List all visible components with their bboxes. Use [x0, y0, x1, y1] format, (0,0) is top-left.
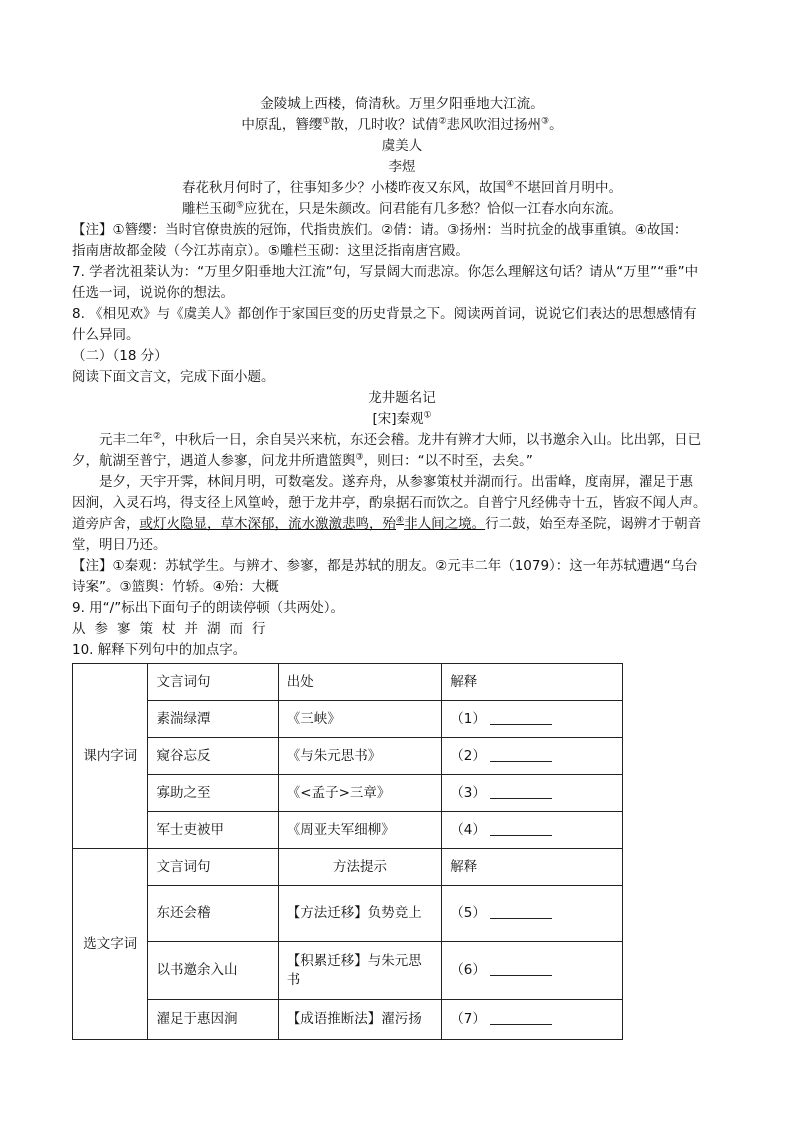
table-row [73, 775, 623, 812]
poem1-line2: 中原乱，簪缨①散，几时收？试倩②悲风吹泪过扬州③。 [241, 116, 563, 133]
answer-cell[interactable]: （3） [442, 775, 623, 812]
answer-cell[interactable]: （1） [442, 701, 623, 738]
notes1-line1: 【注】①簪缨：当时官僚贵族的冠饰，代指贵族们。②倩：请。③扬州：当时抗金的战事重镇。④故国： [72, 222, 688, 238]
phrase-cell: 东还会稽 [148, 886, 278, 942]
hint-cell: 【方法迁移】负势竞上 [278, 886, 442, 942]
column-header: 出处 [278, 664, 442, 701]
group-label: 选文字词 [73, 849, 148, 1040]
answer-blank[interactable] [490, 905, 552, 919]
answer-blank[interactable] [490, 748, 552, 762]
column-header: 文言词句 [148, 664, 278, 701]
table-row [73, 701, 623, 738]
table-row [73, 738, 623, 775]
poem2-line2: 雕栏玉砌⑤应犹在，只是朱颜改。问君能有几多愁？恰似一江春水向东流。 [181, 200, 623, 217]
column-header: 方法提示 [278, 849, 442, 886]
question-9-prompt: 9. 用“/”标出下面句子的朗读停顿（共两处）。 [72, 600, 344, 616]
table-row [73, 1000, 623, 1040]
notes2-line1: 【注】①秦观：苏轼学生。与辨才、参寥，都是苏轼的朋友。②元丰二年（1079）：这一年苏轼遭遇“乌台 [72, 558, 698, 574]
answer-blank[interactable] [490, 962, 552, 976]
passage-p2-line4: 堂，明日乃还。 [72, 537, 167, 553]
notes1-line2: 指南唐故都金陵（今江苏南京）。⑤雕栏玉砌：这里泛指南唐宫殿。 [72, 243, 469, 259]
question-10-table [72, 663, 623, 1040]
answer-blank[interactable] [490, 785, 552, 799]
phrase-cell: 素湍绿潭 [148, 701, 278, 738]
answer-cell[interactable]: （7） [442, 1000, 623, 1040]
answer-cell[interactable]: （2） [442, 738, 623, 775]
phrase-cell: 以书邀余入山 [148, 942, 278, 1000]
group-label: 课内字词 [73, 664, 148, 849]
source-cell: 《三峡》 [278, 701, 442, 738]
source-cell: 《<孟子>三章》 [278, 775, 442, 812]
answer-blank[interactable] [490, 1011, 552, 1025]
question-9-sentence: 从参寥策杖并湖而行 [72, 621, 275, 637]
question-7-line1: 7. 学者沈祖棻认为：“万里夕阳垂地大江流”句，写景阔大而悲凉。你怎么理解这句话？请从“万里”“垂”中 [72, 264, 699, 280]
question-10-prompt: 10. 解释下列句中的加点字。 [72, 642, 247, 658]
section-instruction: 阅读下面文言文，完成下面小题。 [72, 369, 275, 385]
passage-p2-line3: 道旁庐舍，或灯火隐显，草木深郁，流水激激悲鸣，殆④非人间之境。行二鼓，始至寿圣院，谒辨才于朝音 [72, 515, 702, 532]
passage-author: [宋]秦观① [372, 410, 432, 427]
table-row [73, 942, 623, 1000]
table-row [73, 886, 623, 942]
hint-cell: 【积累迁移】与朱元思书 [278, 942, 442, 1000]
phrase-cell: 窥谷忘反 [148, 738, 278, 775]
question-8-line1: 8. 《相见欢》与《虞美人》都创作于家国巨变的历史背景之下。阅读两首词，说说它们表达的思想感情有 [72, 306, 697, 322]
column-header: 文言词句 [148, 849, 278, 886]
poem2-line1: 春花秋月何时了，往事知多少？小楼昨夜又东风，故国④不堪回首月明中。 [181, 179, 623, 196]
table-header-row [73, 849, 623, 886]
question-8-line2: 什么异同。 [72, 327, 140, 343]
answer-blank[interactable] [490, 822, 552, 836]
source-cell: 《周亚夫军细柳》 [278, 812, 442, 849]
column-header: 解释 [442, 849, 623, 886]
passage-p1-line1: 元丰二年②，中秋后一日，余自吴兴来杭，东还会稽。龙井有辨才大师，以书邀余入山。比出郭，日已 [99, 431, 702, 448]
table-header-row [73, 664, 623, 701]
poem2-author: 李煜 [388, 159, 416, 175]
phrase-cell: 寡助之至 [148, 775, 278, 812]
exam-page [72, 94, 732, 1040]
poem2-title: 虞美人 [381, 138, 423, 154]
passage-title: 龙井题名记 [368, 390, 436, 406]
phrase-cell: 濯足于惠因涧 [148, 1000, 278, 1040]
answer-cell[interactable]: （4） [442, 812, 623, 849]
passage-p2-line1: 是夕，天宇开霁，林间月明，可数毫发。遂弃舟，从参寥策杖并湖而行。出雷峰，度南屏，濯足于惠 [99, 474, 693, 490]
passage-p2-line2: 因涧，入灵石坞，得支径上风篁岭，憩于龙井亭，酌泉据石而饮之。自普宁凡经佛寺十五，皆寂不闻人声。 [72, 495, 707, 511]
answer-cell[interactable]: （5） [442, 886, 623, 942]
source-cell: 《与朱元思书》 [278, 738, 442, 775]
underlined-sentence: 或灯火隐显，草木深郁，流水激激悲鸣，殆 [139, 516, 396, 532]
phrase-cell: 军士吏被甲 [148, 812, 278, 849]
poem1-line1: 金陵城上西楼，倚清秋。万里夕阳垂地大江流。 [260, 96, 544, 112]
column-header: 解释 [442, 664, 623, 701]
hint-cell: 【成语推断法】濯污扬 [278, 1000, 442, 1040]
table-row [73, 812, 623, 849]
passage-p1-line2: 夕，航湖至普宁，遇道人参寥，问龙井所遣篮舆③，则曰：“以不时至，去矣。” [72, 452, 533, 469]
section-heading: （二）（18 分） [72, 348, 168, 364]
notes2-line2: 诗案”。③篮舆：竹轿。④殆：大概 [72, 579, 279, 595]
answer-blank[interactable] [490, 711, 552, 725]
answer-cell[interactable]: （6） [442, 942, 623, 1000]
question-7-line2: 任选一词，说说你的想法。 [72, 285, 234, 301]
